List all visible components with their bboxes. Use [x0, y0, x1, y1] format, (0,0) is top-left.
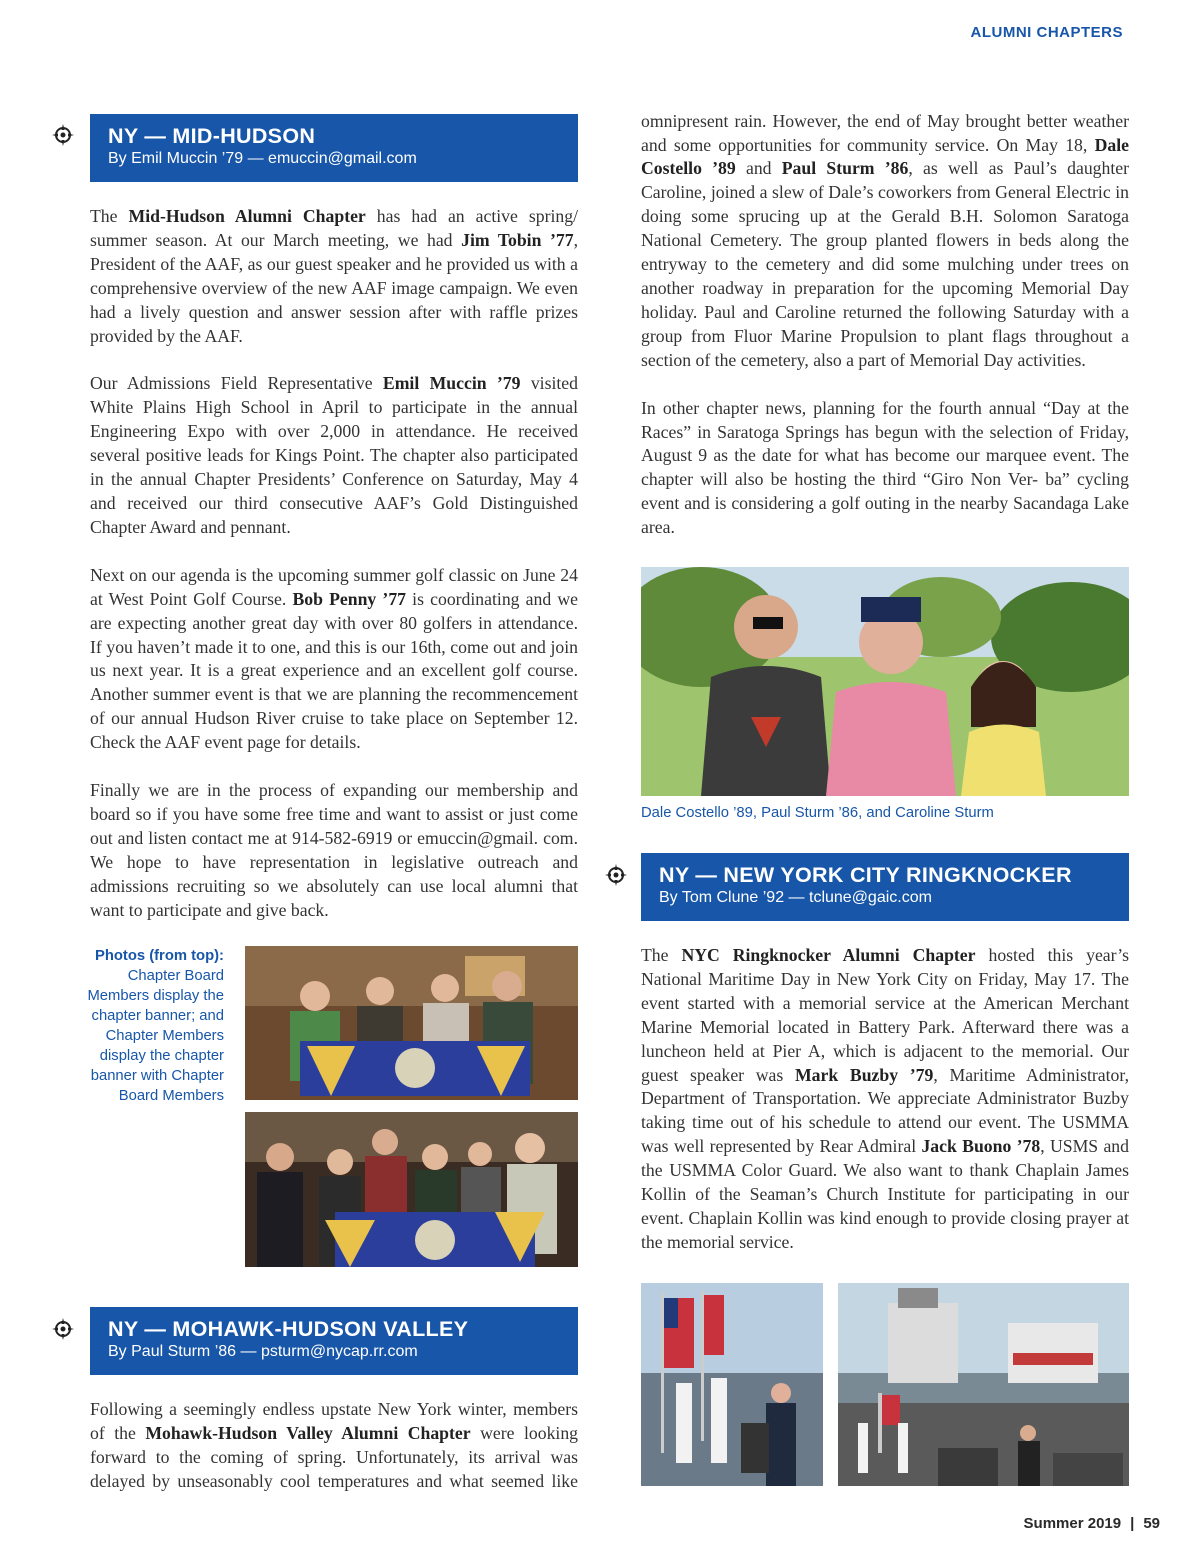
section-title: NY — MOHAWK-HUDSON VALLEY: [108, 1317, 469, 1341]
paragraph: Finally we are in the process of expanding our membership and board so if you have some free time and want to assist or just come out and listen contact me at 914-582-6919 or emuccin@gmail. com. We hope to have representation in legislative outreach and admissions recruiting so we absolutely can use local alumni that want to participate and give back.: [90, 780, 578, 920]
article-nyc-ringknocker: [641, 944, 1129, 1279]
paragraph: The Mid-Hudson Alumni Chapter has had an active spring/ summer season. At our March meeting, we had Jim Tobin ’77, President of the AAF, as our guest speaker and he provided us with a comprehensive overview of the new AAF image campaign. We even had a lively question and answer session after with raffle prizes provided by the AAF.: [90, 206, 579, 346]
running-head: ALUMNI CHAPTERS: [970, 24, 1123, 41]
photo-caption-mid-hudson: Photos (from top): Chapter Board Members display the chapter banner; and Chapter Members display the chapter banner with Chapter Board Members: [87, 948, 224, 1104]
section-byline: By Emil Muccin ’79 — emuccin@gmail.com: [108, 150, 417, 167]
section-title: NY — MID-HUDSON: [108, 124, 316, 148]
paragraph: Our Admissions Field Representative Emil Muccin ’79 visited White Plains High School in April to participate in the annual Engineering Expo with over 2,000 in attendance. He received several positive leads for Kings Point. The chapter also participated in the annual Chapter Presidents’ Conference on Saturday, May 4 and received our third consecutive AAF’s Gold Distinguished Chapter Award and pennant.: [90, 373, 579, 537]
article-mohawk-hudson-continued: [641, 110, 1129, 540]
folio-separator: |: [1130, 1515, 1135, 1532]
compass-icon: [52, 124, 74, 146]
compass-icon: [605, 864, 627, 886]
photo-caption-mohawk: Dale Costello ’89, Paul Sturm ’86, and Caroline Sturm: [641, 805, 994, 821]
section-byline: By Paul Sturm ’86 — psturm@nycap.rr.com: [108, 1343, 418, 1360]
paragraph: omnipresent rain. However, the end of May brought better weather and some opportunities for community service. On May 18, Dale Costello ’89 and Paul Sturm ’86, as well as Paul’s daughter Caroline, joined a slew of Dale’s coworkers from General Electric in doing some sprucing up at the Gerald B.H. Solomon Saratoga National Cemetery. The group planted flowers in beds along the entryway to the cemetery and did some mulching under trees on another roadway in preparation for the upcoming Memorial Day holiday. Paul and Caroline returned the following Saturday with a group from Fluor Marine Propulsion to plant flags throughout a section of the cemetery, also a part of Memorial Day activities.: [641, 110, 1129, 370]
issue-label: Summer 2019: [1023, 1515, 1122, 1532]
paragraph: The NYC Ringknocker Alumni Chapter hosted this year’s National Maritime Day in New York City on Friday, May 17. The event started with a memorial service at the American Merchant Marine Memorial located in Battery Park. Afterward there was a luncheon held at Pier A, which is adjacent to the memorial. Our guest speaker was Mark Buzby ’79, Maritime Administrator, Department of Transportation. We appreciate Administrator Buzby taking time out of his schedule to attend our event. The USMMA was well represented by Rear Admiral Jack Buono ’78, USMS and the USMMA Color Guard. We also want to thank Chaplain James Kollin of the Seaman’s Church Institute for participating in our event. Chaplain Kollin was kind enough to provide closing prayer at the memorial service.: [641, 945, 1130, 1252]
paragraph: In other chapter news, planning for the fourth annual “Day at the Races” in Saratoga Springs has begun with the selection of Friday, August 9 as the date for what has become our marquee event. The chapter will also be hosting the third “Giro Non Ver- ba” cycling event and is considering a golf outing in the nearby Sacandaga Lake area.: [641, 397, 1129, 538]
page-number: 59: [1143, 1515, 1160, 1532]
photo-costello-sturm: [641, 567, 1129, 796]
section-header-mid-hudson: [90, 114, 578, 182]
section-title: NY — NEW YORK CITY RINGKNOCKER: [659, 863, 1072, 887]
paragraph: Following a seemingly endless upstate New York winter, members of the Mohawk-Hudson Valley Alumni Chapter were looking forward to the coming of spring. Unfortunately, its arrival was delayed by unseasonably cool temperatures and what seemed like: [90, 1399, 578, 1491]
photo-board-members: [245, 946, 578, 1100]
section-header-mohawk-hudson: [90, 1307, 578, 1375]
photo-battery-park-memorial: [838, 1283, 1129, 1486]
paragraph: Next on our agenda is the upcoming summer golf classic on June 24 at West Point Golf Course. Bob Penny ’77 is coordinating and we are expecting another great day with over 80 golfers in attendance. If you haven’t made it to one, and this is our 16th, come out and join us next year. It is a great experience and an excellent golf course. Another summer event is that we are planning the recommencement of our annual Hudson River cruise to take place on September 12. Check the AAF event page for details.: [90, 564, 578, 753]
photo-chapter-members: [245, 1112, 578, 1267]
article-mohawk-hudson-start: [90, 1398, 578, 1494]
article-mid-hudson: [90, 205, 578, 946]
compass-icon: [52, 1318, 74, 1340]
page-folio: [1024, 1515, 1160, 1532]
section-header-nyc-ringknocker: [641, 853, 1129, 921]
section-byline: By Tom Clune ’92 — tclune@gaic.com: [659, 889, 932, 906]
photo-memorial-service: [641, 1283, 823, 1486]
